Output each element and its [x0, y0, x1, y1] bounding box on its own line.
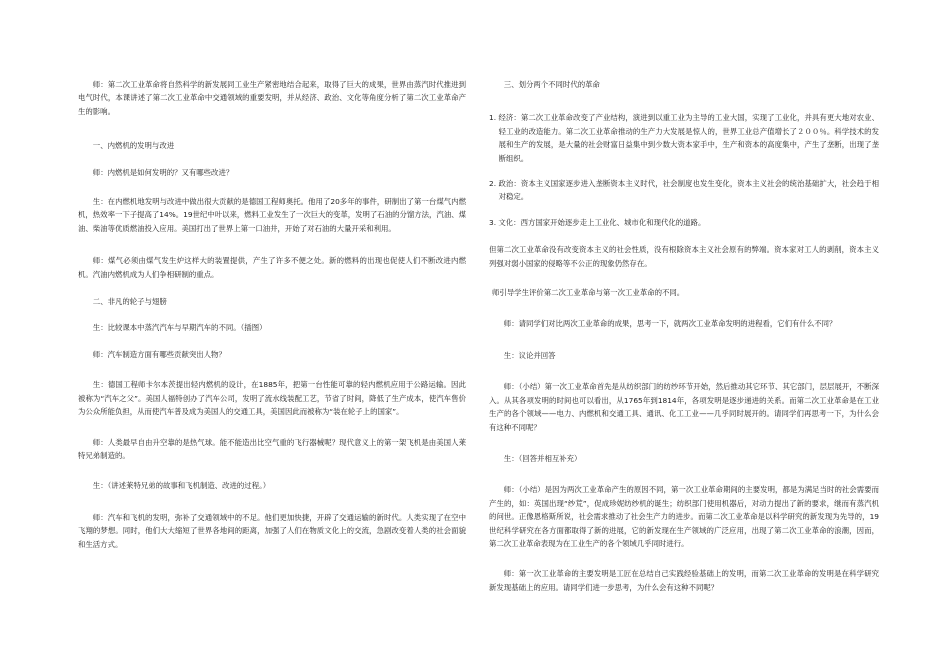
paragraph: 生：在内燃机地发明与改进中做出很大贡献的是德国工程师奥托。他用了20多年的事件，研制出了第一台煤气内燃机，热效率一下子提高了14%。19世纪中叶以来，燃料工业发生了一次巨大的变革，发明了石油的分馏方法，汽油、煤油、柴油等优质燃油投入应用。美国打出了世界上第一口油井，开始了对石油的大量开采和利用。 — [78, 197, 466, 233]
paragraph: 生：比较课本中蒸汽汽车与早期汽车的不同。（插图） — [92, 323, 267, 333]
paragraph: 师：第一次工业革命的主要发明是工匠在总结自己实践经验基础上的发明，而第二次工业革命的发明是在科学研究新发现基础上的应用。请同学们进一步思考，为什么会有这种不同呢？ — [489, 569, 879, 592]
paragraph: 生：德国工程师卡尔本茨提出轻内燃机的设计，在1885年，把第一台性能可靠的轻内燃机应用于公路运输。因此被称为“汽车之父”。美国人福特创办了汽车公司，发明了流水线装配工艺，节省了时间，降低了生产成本，使汽车售价为公众所能负担，从而使汽车普及成为美国人的交通工具，美国因此而被称为“装在轮子上的国家”。 — [78, 380, 466, 417]
paragraph: 师：（小结）是因为两次工业革命产生的原因不同，第一次工业革命期间的主要发明，都是为满足当时的社会需要而产生的，如：英国出现“纱荒”，促成珍妮纺纱机的诞生；纺织部门使用机器后，对动力提出了新的要求，继而有蒸汽机的问世。正像恩格斯所说，社会需求推动了社会生产力的进步。而第二次工业革命是以科学研究的新发现为先导的，19世纪科学研究在各方面都取得了新的进展，它的新发现在生产领域的广泛应用，出现了第二次工业革命的浪潮，因而，第二次工业革命表现为在工业生产的各个领域几乎同时进行。 — [489, 485, 879, 548]
numbered-item — [489, 216, 879, 229]
paragraph: 师：汽车和飞机的发明，弥补了交通领域中的不足。他们更加快捷，开辟了交通运输的新时代。人类实现了在空中飞翔的梦想。同时，他们大大缩短了世界各地间的距离，加强了人们在物质文化上的交流，急剧改变着人类的社会面貌和生活方式。 — [78, 512, 466, 549]
left-column — [78, 78, 466, 551]
right-column — [489, 78, 879, 594]
paragraph: 师：第二次工业革命将自然科学的新发展同工业生产紧密地结合起来，取得了巨大的成果，世界由蒸汽时代推进到电气时代，本课讲述了第二次工业革命中交通领域的重要发明，并从经济、政治、文化等角度分析了第二次工业革命产生的影响。 — [78, 80, 466, 116]
paragraph: 生：（回答并相互补充） — [503, 453, 582, 463]
paragraph: 师：煤气必须由煤气发生炉这样大的装置提供，产生了许多不便之处。新的燃料的出现也促使人们不断改进内燃机。汽油内燃机成为人们争相研制的重点。 — [78, 256, 466, 279]
section-heading: 三、划分两个不同时代的革命 — [503, 80, 600, 89]
paragraph: 生：（讲述莱特兄弟的故事和飞机制造、改进的过程。） — [92, 481, 271, 491]
numbered-item-text: 2. 政治：资本主义国家逐步进入垄断资本主义时代，社会制度也发生变化，资本主义社会的统治基础扩大，社会趋于相对稳定。 — [489, 179, 879, 202]
numbered-item-text: 1. 经济：第二次工业革命改变了产业结构，演进到以重工业为主导的工业大国，实现了工业化，并具有更大地对农业、轻工业的改造能力。第二次工业革命推动的生产力大发展是惊人的，世界工业总产值增长了２００％。科学技术的发展和生产的发展，是大量的社会财富日益集中到少数大资本家手中，生产和资本的高度集中，产生了垄断，出现了垄断组织。 — [489, 113, 879, 163]
numbered-item — [489, 111, 879, 165]
paragraph: 师引导学生评价第二次工业革命与第一次工业革命的不同。 — [492, 288, 685, 298]
section-heading: 一、内燃机的发明与改进 — [92, 141, 175, 151]
paragraph: 师：内燃机是如何发明的？又有哪些改进？ — [92, 167, 234, 177]
paragraph: 师：人类最早自由升空靠的是热气球。能不能造出比空气重的飞行器械呢？现代意义上的第一架飞机是由美国人莱特兄弟制造的。 — [78, 437, 466, 460]
section-heading: 二、非凡的轮子与翅膀 — [92, 297, 167, 307]
paragraph: 生：议论并回答 — [503, 350, 556, 360]
paragraph: 师：汽车制造方面有哪些贡献突出人物？ — [92, 349, 226, 359]
numbered-item — [489, 177, 879, 204]
paragraph: 师：（小结）第一次工业革命首先是从纺织部门的纺纱环节开始，然后推动其它环节、其它部门，层层展开，不断深入。从其各项发明的时间也可以看出，从1765年到1814年，各项发明是逐步递进的关系。而第二次工业革命是在工业生产的各个领域——电力、内燃机和交通工具、通讯、化工工业——几乎同时展开的。请同学们再思考一下，为什么会有这种不同呢？ — [489, 382, 879, 432]
paragraph: 师：请同学们对比两次工业革命的成果，思考一下，就两次工业革命发明的进程看，它们有什么不同？ — [503, 319, 837, 329]
paragraph: 但第二次工业革命没有改变资本主义的社会性质，没有根除资本主义社会原有的弊端。资本家对工人的剥削，资本主义列强对弱小国家的侵略等不公正的现象仍然存在。 — [489, 245, 879, 268]
numbered-item-text: 3. 文化：西方国家开始逐步走上工业化、城市化和现代化的道路。 — [489, 217, 706, 227]
